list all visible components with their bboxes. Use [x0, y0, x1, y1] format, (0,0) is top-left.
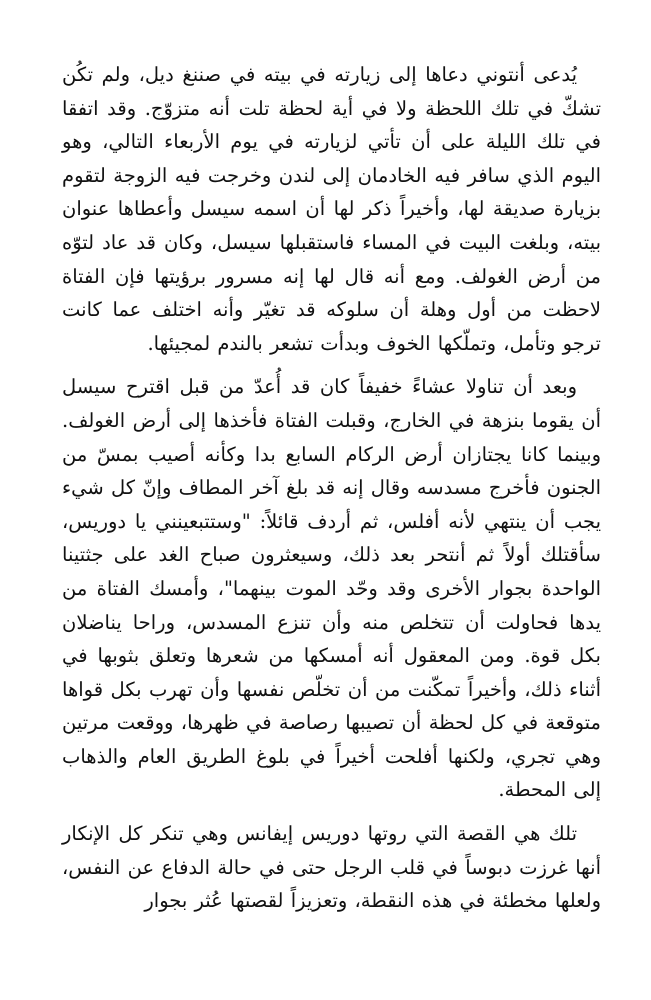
paragraph-3: تلك هي القصة التي روتها دوريس إيفانس وهي تنكر كل الإنكار أنها غرزت دبوساً في قلب الرجل حتى في حالة الدفاع عن النفس، ولعلها مخطئة في هذه النقطة، وتعزيزاً لقصتها عُثر بجوار — [62, 822, 601, 913]
paragraph-2: وبعد أن تناولا عشاءً خفيفاً كان قد أُعدّ من قبل اقترح سيسل أن يقوما بنزهة في الخارج، وقبلت الفتاة فأخذها إلى أرض الغولف. وبينما كانا يجتازان أرض الركام السابع بدا وكأنه أصيب بمسّ من الجنون فأخرج مسدسه وقال إنه قد بلغ آخر المطاف وإنّ كل شيء يجب أن ينتهي لأنه أفلس، ثم أردف قائلاً: "وستتبعينني يا دوريس، سأقتلك أولاً ثم أنتحر بعد ذلك، وسيعثرون صباح الغد على جثتينا الواحدة بجوار الأخرى وقد وحّد الموت بينهما"، وأمسك الفتاة من يدها فحاولت أن تتخلص منه وأن تنزع المسدس، وراحا يناضلان بكل قوة. ومن المعقول أنه أمسكها من شعرها وتعلق بثوبها في أثناء ذلك، وأخيراً تمكّنت من أن تخلّص نفسها وأن تهرب بكل قواها متوقعة في كل لحظة أن تصيبها رصاصة في ظهرها، ووقعت مرتين وهي تجري، ولكنها أفلحت أخيراً في بلوغ الطريق العام والذهاب إلى المحطة. — [62, 375, 601, 802]
paragraph-1: يُدعى أنتوني دعاها إلى زيارته في بيته في صننغ ديل، ولم تكُن تشكّ في تلك اللحظة ولا في أية لحظة تلت أنه متزوّج. وقد اتفقا في تلك الليلة على أن تأتي لزيارته في يوم الأربعاء التالي، وهو اليوم الذي سافر فيه الخادمان إلى لندن وخرجت فيه الزوجة لتقوم بزيارة صديقة لها، وأخيراً ذكر لها أن اسمه سيسل وأعطاها عنوان بيته، وبلغت البيت في المساء فاستقبلها سيسل، وكان قد عاد لتوّه من أرض الغولف. ومع أنه قال لها إنه مسرور برؤيتها فإن الفتاة لاحظت من أول وهلة أن سلوكه قد تغيّر وأنه اختلف عما كانت ترجو وتأمل، وتملّكها الخوف وبدأت تشعر بالندم لمجيئها. — [62, 63, 601, 355]
